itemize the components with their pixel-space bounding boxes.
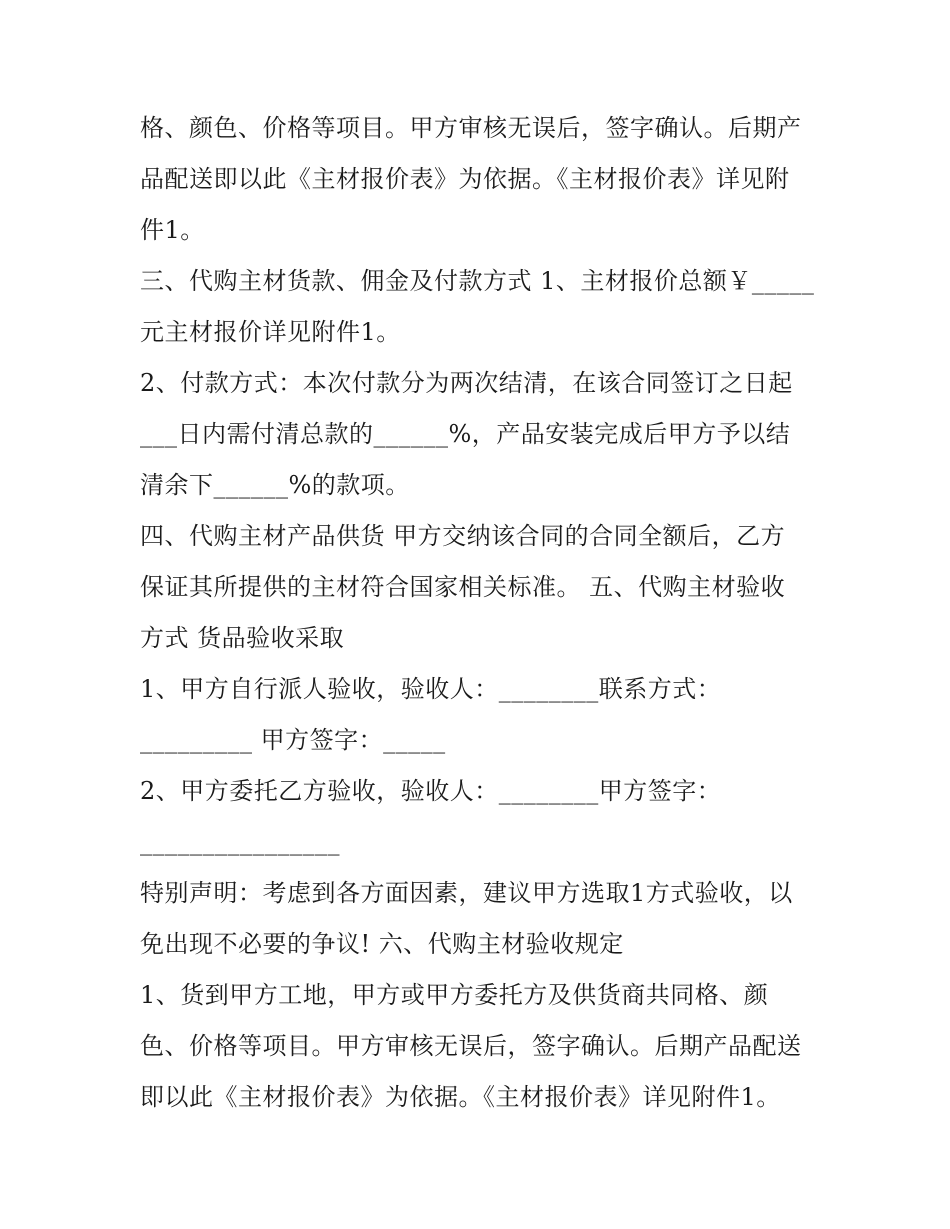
text-line: _________ 甲方签字：_____ <box>140 726 446 754</box>
text-line: 保证其所提供的主材符合国家相关标准。 五、代购主材验收 <box>140 573 786 601</box>
text-line: 四、代购主材产品供货 甲方交纳该合同的合同全额后，乙方 <box>140 522 786 550</box>
text-line: 件1。 <box>140 216 205 244</box>
text-line: 即以此《主材报价表》为依据。《主材报价表》详见附件1。 <box>140 1083 781 1111</box>
text-line: 色、价格等项目。甲方审核无误后，签字确认。后期产品配送 <box>140 1032 802 1060</box>
text-line: 2、付款方式：本次付款分为两次结清，在该合同签订之日起 <box>140 369 793 397</box>
text-line: 1、甲方自行派人验收，验收人：________联系方式： <box>140 675 722 703</box>
text-line: ___日内需付清总款的______%，产品安装完成后甲方予以结 <box>140 420 791 448</box>
text-line: 格、颜色、价格等项目。甲方审核无误后，签字确认。后期产 <box>140 114 802 142</box>
text-line: 2、甲方委托乙方验收，验收人：________甲方签字： <box>140 777 722 805</box>
text-line: 1、货到甲方工地，甲方或甲方委托方及供货商共同格、颜 <box>140 981 769 1009</box>
text-line: 免出现不必要的争议! 六、代购主材验收规定 <box>140 930 624 958</box>
text-line: ________________ <box>140 828 340 856</box>
text-line: 元主材报价详见附件1。 <box>140 318 401 346</box>
text-line: 清余下______%的款项。 <box>140 471 410 499</box>
text-line: 三、代购主材货款、佣金及付款方式 1、主材报价总额￥_____ <box>140 267 815 295</box>
text-line: 特别声明：考虑到各方面因素，建议甲方选取1方式验收，以 <box>140 879 793 907</box>
text-line: 方式 货品验收采取 <box>140 624 345 652</box>
text-line: 品配送即以此《主材报价表》为依据。《主材报价表》详见附 <box>140 165 790 193</box>
document-body <box>140 103 820 1123</box>
